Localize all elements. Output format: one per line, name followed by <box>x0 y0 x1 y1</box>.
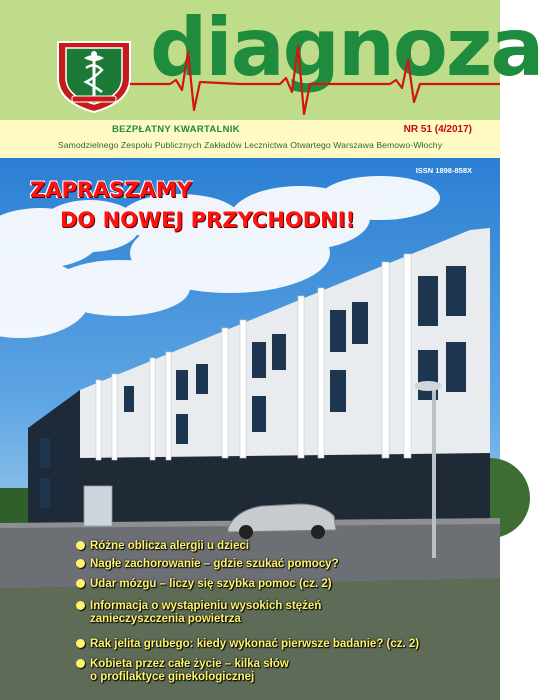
article-title: Kobieta przez całe życie – kilka słów <box>90 658 289 670</box>
article-title: Informacja o wystąpieniu wysokich stężeń <box>90 600 322 612</box>
issn-label: ISSN 1898-858X <box>415 166 472 175</box>
caduceus-shield-icon <box>52 38 136 114</box>
article-title: Rak jelita grubego: kiedy wykonać pierwsze badanie? (cz. 2) <box>90 638 420 650</box>
magazine-title: diagnoza <box>150 1 542 94</box>
list-item <box>90 638 419 651</box>
article-title: Nagłe zachorowanie – gdzie szukać pomocy? <box>90 558 339 570</box>
masthead <box>0 0 542 120</box>
ecg-line-icon <box>130 40 500 120</box>
bullet-icon <box>76 579 85 588</box>
list-item <box>90 658 289 684</box>
issue-number: NR 51 (4/2017) <box>403 124 472 135</box>
publisher-line: Samodzielnego Zespołu Publicznych Zakładów Lecznictwa Otwartego Warszawa Bemowo-Włochy <box>57 140 443 150</box>
bullet-icon <box>76 541 85 550</box>
article-title-cont: o profilaktyce ginekologicznej <box>90 671 255 684</box>
bullet-icon <box>76 659 85 668</box>
bullet-icon <box>76 601 85 610</box>
article-title: Różne oblicza alergii u dzieci <box>90 540 250 552</box>
quarterly-label: BEZPŁATNY KWARTALNIK <box>112 124 240 135</box>
headline-line-2: DO NOWEJ PRZYCHODNI! <box>60 208 356 232</box>
bullet-icon <box>76 559 85 568</box>
article-list <box>0 536 500 700</box>
headline-line-1: ZAPRASZAMY <box>30 178 193 202</box>
list-item <box>90 540 249 553</box>
list-item <box>90 600 321 626</box>
article-title: Udar mózgu – liczy się szybka pomoc (cz. 2) <box>90 578 332 590</box>
list-item <box>90 558 339 571</box>
bullet-icon <box>76 639 85 648</box>
article-title-cont: zanieczyszczenia powietrza <box>90 613 241 626</box>
list-item <box>90 578 332 591</box>
